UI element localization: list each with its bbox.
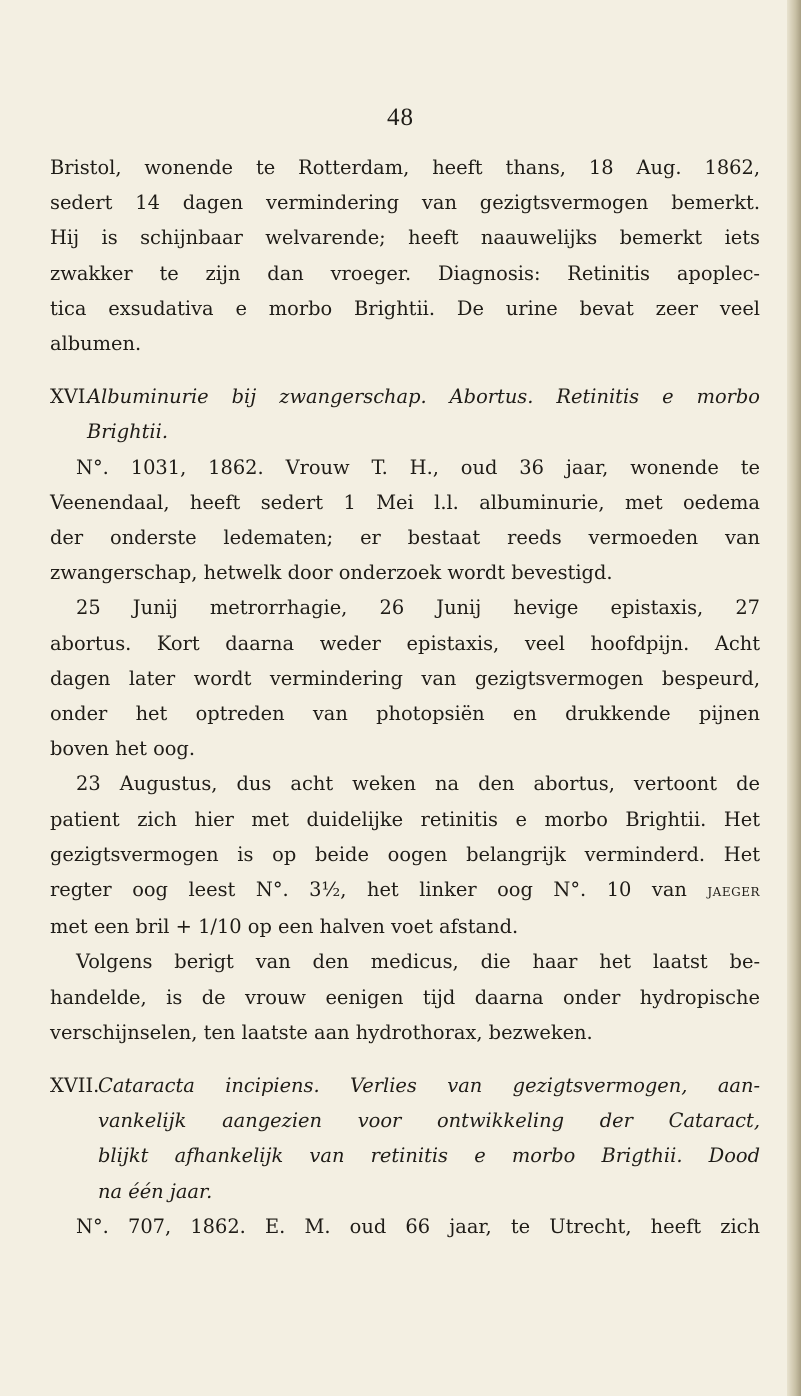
section-title-line: vankelijk aangezien voor ontwikkeling der Cataract, [98,1109,760,1133]
section-heading-xvi [50,379,760,449]
section-title: Albuminurie bij zwangerschap. Abortus. Retinitis e morbo [87,385,760,409]
text-line: 25 Junij metrorrhagie, 26 Junij hevige epistaxis, 27 [76,596,760,620]
section-number: XVII. [50,1074,100,1098]
case-xvii-paragraph-1 [50,1209,760,1244]
text-line: gezigtsvermogen is op beide oogen belangrijk verminderd. Het [50,842,760,866]
text-line: Volgens berigt van den medicus, die haar het laatst be- [76,950,760,974]
section-title-line: blijkt afhankelijk van retinitis e morbo Brigthii. Dood [98,1144,760,1168]
case-xvi-paragraph-4 [50,944,760,1050]
text-line: patient zich hier met duidelijke retinitis e morbo Brightii. Het [50,807,760,831]
case-xvi-paragraph-1 [50,450,760,591]
text-line: sedert 14 dagen vermindering van gezigtsvermogen bemerkt. [50,191,760,215]
text-line: dagen later wordt vermindering van gezigtsvermogen bespeurd, [50,666,760,690]
section-heading-xvii [50,1068,760,1209]
text-line: zwakker te zijn dan vroeger. Diagnosis: Retinitis apoplec- [50,261,760,285]
text-line: verschijnselen, ten laatste aan hydrothorax, bezweken. [50,1020,593,1044]
case-xvi-paragraph-3 [50,766,760,944]
text-line: albumen. [50,332,142,356]
text-line: 23 Augustus, dus acht weken na den abortus, vertoont de [76,772,760,796]
text-line: N°. 1031, 1862. Vrouw T. H., oud 36 jaar, wonende te [76,455,760,479]
page-edge [787,0,801,1396]
text-line: der onderste ledematen; er bestaat reeds vermoeden van [50,526,760,550]
section-title: Cataracta incipiens. Verlies van gezigtsvermogen, aan- [98,1074,760,1098]
text-line: met een bril + 1/10 op een halven voet afstand. [50,915,519,939]
text-line: boven het oog. [50,737,196,761]
text-line: Bristol, wonende te Rotterdam, heeft thans, 18 Aug. 1862, [50,156,760,179]
section-title-line: na één jaar. [98,1179,213,1203]
text-segment: regter oog leest N°. 3½, het linker oog N°. 10 van [50,878,687,902]
text-line: handelde, is de vrouw eenigen tijd daarna onder hydropische [50,985,760,1009]
author-name: jaeger [707,881,760,902]
text-line: zwangerschap, hetwelk door onderzoek wordt bevestigd. [50,561,613,585]
paragraph-1 [50,150,760,361]
text-line: abortus. Kort daarna weder epistaxis, veel hoofdpijn. Acht [50,631,760,655]
text-line: tica exsudativa e morbo Brightii. De urine bevat zeer veel [50,296,760,320]
text-line [50,872,760,909]
text-line: Hij is schijnbaar welvarende; heeft naauwelijks bemerkt iets [50,226,760,250]
section-title-line [50,379,760,414]
section-number: XVI. [50,385,92,409]
text-line: onder het optreden van photopsiën en drukkende pijnen [50,702,760,726]
case-xvi-paragraph-2 [50,590,760,766]
text-line: N°. 707, 1862. E. M. oud 66 jaar, te Utrecht, heeft zich [76,1214,760,1238]
section-title-line: Brightii. [87,420,168,444]
text-block [50,150,760,1244]
text-line: Veenendaal, heeft sedert 1 Mei l.l. albuminurie, met oedema [50,490,760,514]
section-title-line [50,1068,760,1103]
page-number: 48 [387,104,414,131]
